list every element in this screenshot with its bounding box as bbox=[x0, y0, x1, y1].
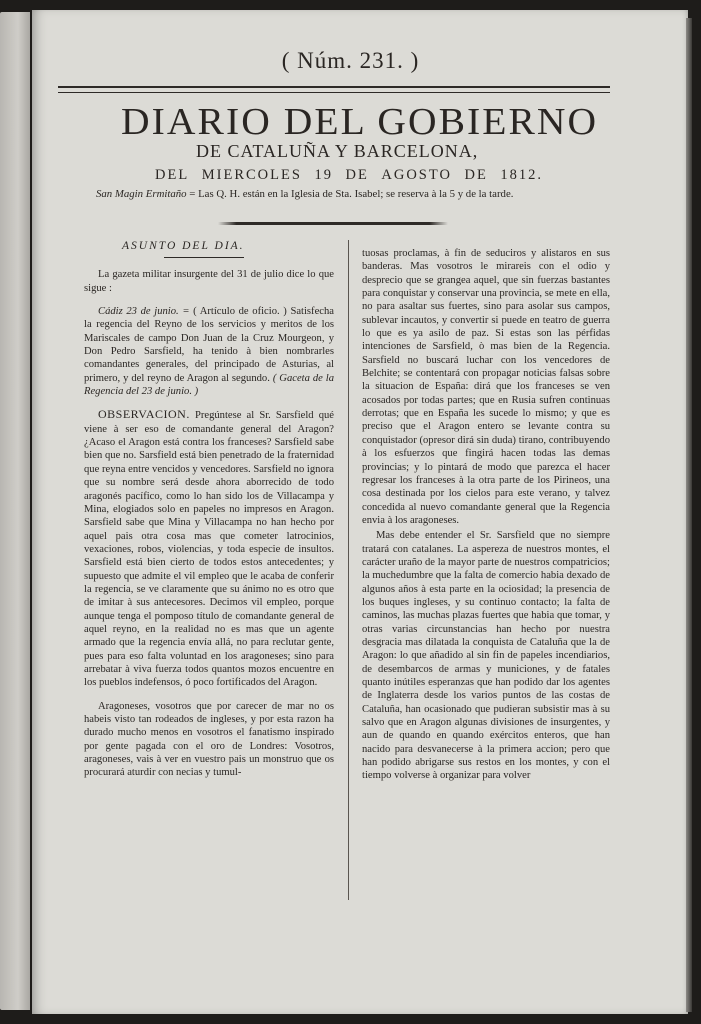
masthead-subtitle: DE CATALUÑA Y BARCELONA, bbox=[196, 141, 479, 161]
section-title: ASUNTO DEL DIA. bbox=[122, 240, 245, 252]
paragraph-continued: tuosas proclamas, à fin de seduciros y alistaros en sus banderas. Mas vosotros le mirareis con el odio y desprecio que se grangea aquel, que sin fuerzas bastantes para conquistar y conservar una provincia, se mete en ella, no para asaltar sus fuertes, sino para asolar sus campos, sublevar incautos, y convertir si puede en teatro de guerra lo que es ya asilo de paz. Si estas son las pérfidas intenciones de Sarsfield, ò mas bien de la Regencia. Sarsfield no buscará luchar con los vencedores de Belchite; se contentará con propagar noticias falsas sobre la situacion de España: dirá que los franceses se ven acosados por todas partes; que en Rusia sufren continuas derrotas; que en España les sucede lo mismo; y que es preciso que el Aragon entero se levante contra su conquistador (opresor dirá sin duda) tirano, contribuyendo à los esfuerzos que fingirá hacen todas las demas provincias; y lo pintará de modo que parezca el hacer regresar los franceses à la otra parte de los Pirineos, una cosa destinada por los cielos para este verano, y talvez concedida al nuevo comandante general que la Regencia envia à los aragoneses. bbox=[362, 248, 610, 526]
cadiz-source: ( Gaceta de la Regencia del 23 de junio. ) bbox=[84, 372, 334, 398]
paragraph-intro: La gazeta militar insurgente del 31 de julio dice lo que sigue : bbox=[84, 269, 334, 294]
previous-page-edge bbox=[0, 12, 30, 1010]
dateline-weekday: MIERCOLES bbox=[201, 167, 302, 183]
page-edge-shadow bbox=[686, 18, 692, 1012]
dateline bbox=[155, 167, 543, 184]
masthead-top-rule bbox=[58, 86, 610, 93]
daily-notice bbox=[96, 188, 610, 201]
paragraph-cadiz bbox=[84, 305, 334, 398]
issue-number: ( Núm. 231. ) bbox=[281, 48, 420, 73]
left-column bbox=[84, 240, 334, 790]
header-ornament-rule bbox=[218, 222, 448, 225]
paragraph-aragoneses: Aragoneses, vosotros que por carecer de mar no os habeis visto tan rodeados de ingleses, y por esta razon ha durado mucho menos en vosotros el fanatismo inspirado por gente pagada con el oro de Londres: Vosotros, aragoneses, vais à ver en vuestro pais un monstruo que os procurará aturdir con necias y tumul- bbox=[84, 700, 334, 779]
cadiz-dateline: Cádiz 23 de junio. = bbox=[98, 306, 194, 318]
observacion-text: Pregúntese al Sr. Sarsfield qué viene à ser eso de comandante general del Aragon? ¿Acaso el Aragon está contra los franceses? Sarsfield sabe bien que no. Sarsfield está bien penetrado de la fraternidad que reyna entre vencidos y vencedores. Sarsfield no ignora que su nombre será desde ahora aborrecido de todo aragonés pacífico, como lo han sido los de Villacampa y Mina, elogiados solo en papeles no impresos en Aragon. Sarsfield sabe que Mina y Villacampa no han hecho por aquel pais otra cosa mas que cometer latrocinios, vexaciones, robos, violencias, y toda especie de insultos. Sarsfield está bien cierto de todos estos antecedentes; y supuesto que admite el vil empleo que le acaba de conferir la regencia, se ve claramente que su ánimo no es otro que de imitar à sus antecesores. Decimos vil empleo, porque aunque tenga el pomposo título de comandante general de aquel reyno, en la realidad no es mas que un agente armado que la regencia envía allá, no para reclutar gente, pues para eso falta voluntad en los aragoneses; sino para arrebatar à viva fuerza todos quantos mozos encuentre en los pueblos indefensos, ó poco fortificados del Aragon. bbox=[84, 410, 334, 689]
masthead-title: DIARIO DEL GOBIERNO bbox=[121, 101, 599, 143]
paragraph-observacion bbox=[84, 408, 334, 689]
notice-text: = Las Q. H. están en la Iglesia de Sta. Isabel; se reserva à la 5 y de la tarde. bbox=[186, 188, 514, 200]
observacion-label: OBSERVACION. bbox=[98, 407, 190, 422]
dateline-month: AGOSTO bbox=[381, 167, 452, 183]
dateline-year: 1812. bbox=[500, 167, 543, 183]
dateline-de: DE bbox=[464, 167, 488, 183]
dateline-de: DE bbox=[345, 167, 369, 183]
notice-saint: San Magin Ermitaño bbox=[96, 188, 187, 200]
dateline-day: 19 bbox=[314, 167, 333, 183]
paragraph-sarsfield: Mas debe entender el Sr. Sarsfield que no siempre tratará con catalanes. La aspereza de nuestros montes, el carácter uraño de la mayor parte de nuestros compatricios; la muchedumbre que la falta de comercio habia dexado de algunos años à esta parte en la ociosidad; la presencia de los buques ingleses, y su continuo contacto; la falta de caminos, las muchas plazas fuertes que habia que tomar, y otras varias circunstancias han hecho por nuestra desgracia mas dilatada la conquista de Cataluña que la de Aragon: lo que añadido al sin fin de papeles incendiarios, de desembarcos de armas y municiones, y de fatales quanto inútiles esperanzas que han podido dar los agentes de Inglaterra desde los varios puntos de las costas de Cataluña, han ocasionado que pudieran subsistir mas à su salvo que en Aragon algunas divisiones de insurgentes, y aun de quando en quando exércitos enteros, que han nacido para desvanecerse à la primera accion; pero que han podido abrigarse sus restos en los montes, y con el tiempo volverse à organizar para volver bbox=[362, 530, 610, 782]
right-column bbox=[362, 247, 610, 785]
cadiz-text: ( Artículo de oficio. ) Satisfecha la regencia del Reyno de los servicios y meritos de los Mariscales de campo Don Juan de la Cruz Mourgeon, y Don Pedro Sarsfield, ha tenido à bien nombrarles comandantes generales, del principado de Asturias, al primero, y del reyno de Aragon al segundo. bbox=[84, 306, 334, 384]
dateline-prefix: DEL bbox=[155, 167, 190, 183]
column-divider bbox=[348, 240, 349, 900]
section-title-rule bbox=[164, 257, 244, 258]
